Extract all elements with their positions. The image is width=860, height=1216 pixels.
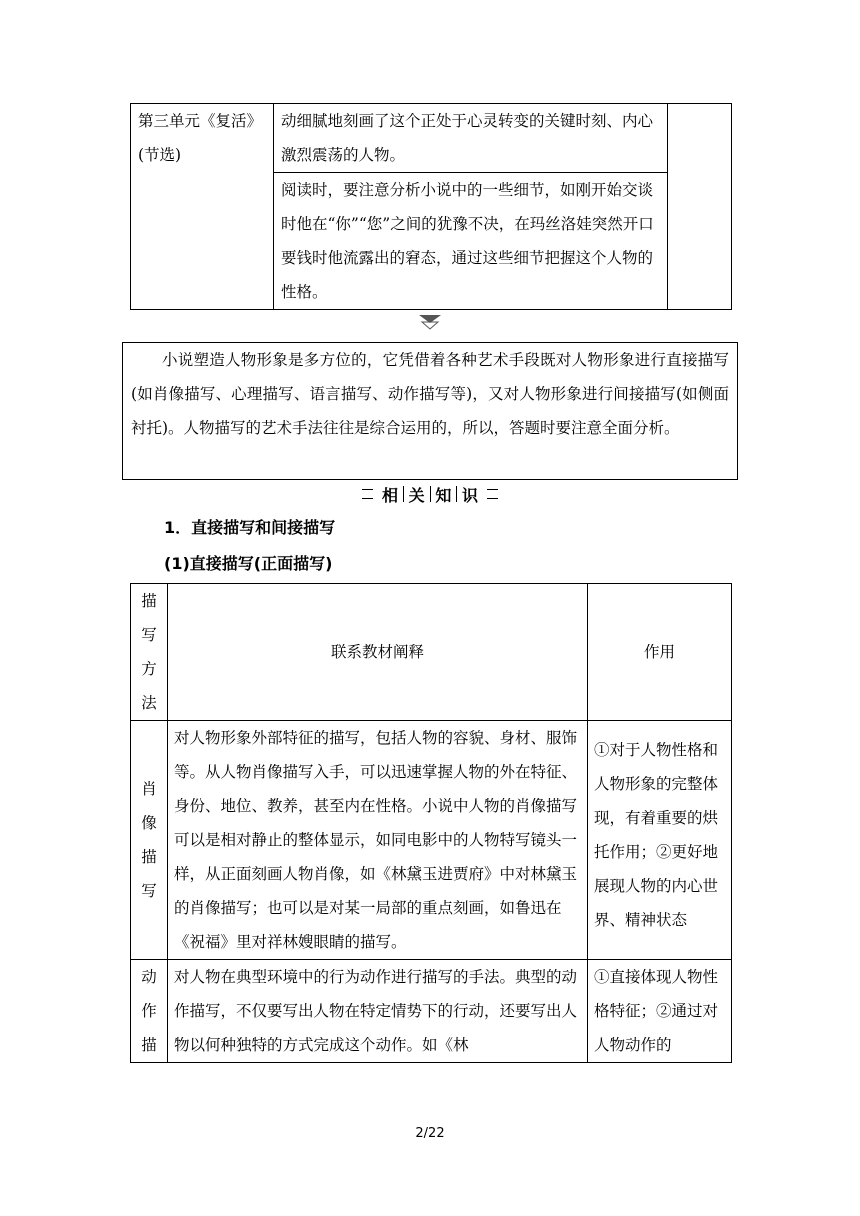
heading-direct-description: (1)直接描写(正面描写) — [164, 554, 333, 573]
top-table — [130, 103, 732, 310]
page-number: 2/22 — [415, 1126, 445, 1141]
section-header-char: 知 — [435, 485, 452, 505]
section-header-char: 相 — [381, 485, 398, 505]
action-effect-cell: ①直接体现人物性格特征；②通过对人物动作的 — [588, 960, 732, 1063]
portrait-explanation-cell: 对人物形象外部特征的描写，包括人物的容貌、身材、服饰等。从人物肖像描写入手，可以迅速掌握人物的外在特征、身份、地位、教养，甚至内在性格。小说中人物的肖像描写可以是相对静止的整体显示，如同电影中的人物特写镜头一样，从正面刻画人物肖像，如《林黛玉进贾府》中对林黛玉的肖像描写；也可以是对某一局部的重点刻画，如鲁迅在《祝福》里对祥林嫂眼睛的描写。 — [168, 721, 588, 960]
description-methods-table — [130, 583, 732, 1063]
portrait-method-cell: 肖 像 描 写 — [131, 721, 168, 960]
summary-box: 小说塑造人物形象是多方位的，它凭借着各种艺术手段既对人物形象进行直接描写(如肖像描写、心理描写、语言描写、动作描写等)，又对人物形象进行间接描写(如侧面衬托)。人物描写的艺术手法往往是综合运用的，所以，答题时要注意全面分析。 — [122, 342, 738, 480]
top-table-empty-cell — [668, 104, 732, 310]
heading-direct-indirect: 1．直接描写和间接描写 — [164, 518, 336, 537]
header-explanation-cell: 联系教材阐释 — [168, 584, 588, 721]
top-table-row1-text: 动细腻地刻画了这个正处于心灵转变的关键时刻、内心激烈震荡的人物。 — [274, 104, 668, 173]
down-arrow-icon — [418, 314, 442, 330]
table-row — [131, 960, 732, 1063]
top-table-row2-text: 阅读时，要注意分析小说中的一些细节，如刚开始交谈时他在“你”“您”之间的犹豫不决，在玛丝洛娃突然开口要钱时他流露出的窘态，通过这些细节把握这个人物的性格。 — [274, 173, 668, 310]
section-header-char: 关 — [408, 485, 425, 505]
section-header — [358, 482, 502, 506]
header-method-cell: 描 写 方 法 — [131, 584, 168, 721]
header-decoration-left — [362, 489, 373, 499]
unit-title-cell: 第三单元《复活》(节选) — [131, 104, 274, 310]
action-method-cell: 动 作 描 — [131, 960, 168, 1063]
action-explanation-cell: 对人物在典型环境中的行为动作进行描写的手法。典型的动作描写，不仅要写出人物在特定情势下的行动，还要写出人物以何种独特的方式完成这个动作。如《林 — [168, 960, 588, 1063]
table-row — [131, 721, 732, 960]
header-decoration-right — [487, 489, 498, 499]
section-header-char: 识 — [462, 485, 479, 505]
portrait-effect-cell: ①对于人物性格和人物形象的完整体现，有着重要的烘托作用；②更好地展现人物的内心世界、精神状态 — [588, 721, 732, 960]
header-effect-cell: 作用 — [588, 584, 732, 721]
